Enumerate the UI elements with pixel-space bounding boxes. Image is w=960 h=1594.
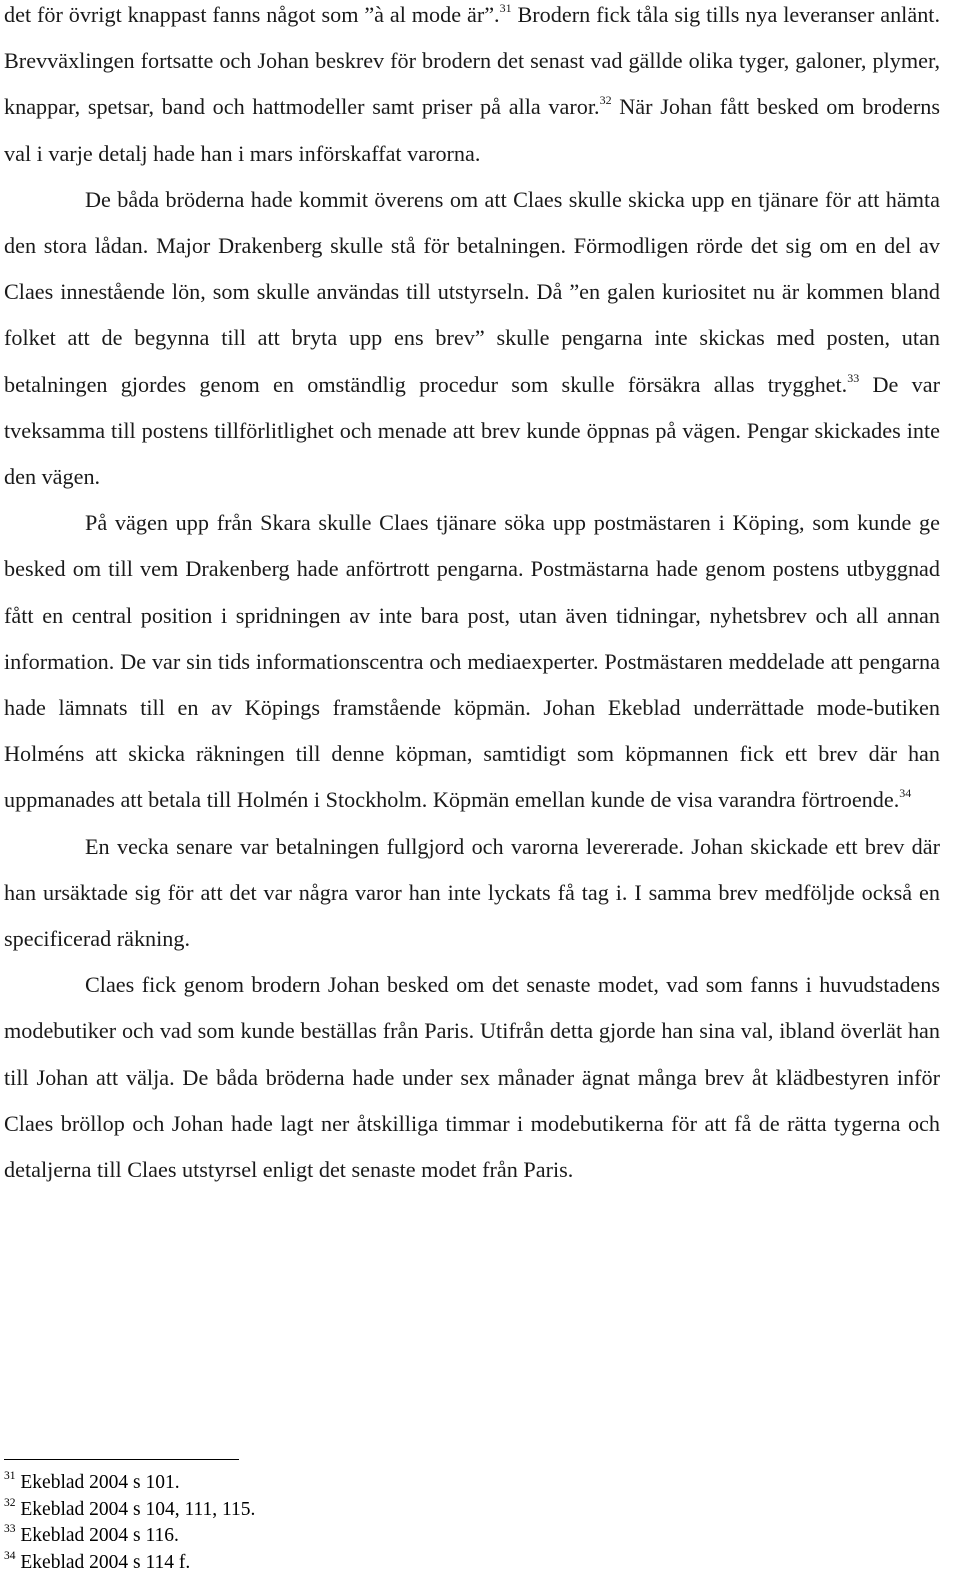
footnote	[4, 1550, 940, 1577]
footnote-reference[interactable]: 33	[847, 370, 860, 385]
footnote-reference[interactable]: 32	[599, 93, 612, 108]
footnote-separator	[4, 1459, 239, 1460]
paragraph	[4, 500, 940, 823]
footnote-number: 31	[4, 1470, 16, 1482]
footnote	[4, 1470, 940, 1497]
document-page	[4, 0, 940, 1573]
footnote-number: 32	[4, 1496, 16, 1509]
paragraph	[4, 177, 940, 500]
footnote	[4, 1523, 940, 1550]
footnote-reference[interactable]: 34	[899, 786, 912, 801]
paragraph-text: De båda bröderna hade kommit överens om att Claes skulle skicka upp en tjänare för att hämta den stora lådan. Major Drakenberg skulle stå för betalningen. Förmodligen rörde det sig om en del av Claes innestående lön, som skulle användas till utstyrseln. Då ”en galen kuriositet nu är kommen bland folket att de begynna till att bryta upp ens brev” skulle pengarna inte skickas med posten, utan betalningen gjordes genom en omständlig procedur som skulle försäkra allas trygghet.	[4, 186, 940, 397]
footnote-text: Ekeblad 2004 s 104, 111, 115.	[20, 1498, 256, 1520]
body-text	[4, 0, 940, 1193]
paragraph	[4, 0, 940, 177]
paragraph-text: På vägen upp från Skara skulle Claes tjänare söka upp postmästaren i Köping, som kunde ge besked om till vem Drakenberg hade anförtrott pengarna. Postmästarna hade genom postens utbyggnad fått en central position i spridningen av inte bara post, utan även tidningar, nyhetsbrev och all annan information. De var sin tids informationscentra och mediaexperter. Postmästaren meddelade att pengarna hade lämnats till en av Köpings framstående köpmän. Johan Ekeblad underrättade mode-butiken Holméns att skicka räkningen till denne köpman, samtidigt som köpmannen fick ett brev där han uppmanades att betala till Holmén i Stockholm. Köpmän emellan kunde de visa varandra förtroende.	[4, 510, 940, 813]
footnote-text: Ekeblad 2004 s 114 f.	[20, 1551, 191, 1573]
paragraph-text: Claes fick genom brodern Johan besked om det senaste modet, vad som fanns i huvudstadens modebutiker och vad som kunde beställas från Paris. Utifrån detta gjorde han sina val, ibland överlät han till Johan att välja. De båda bröderna hade under sex månader ägnat många brev åt klädbestyren inför Claes bröllop och Johan hade lagt ner åtskilliga timmar i modebutikerna för att få de rätta tygerna och detaljerna till Claes utstyrsel enligt det senaste modet från Paris.	[4, 972, 940, 1183]
footnotes	[4, 1470, 940, 1576]
paragraph	[4, 962, 940, 1193]
footnote-number: 33	[4, 1523, 16, 1535]
paragraph-text: det för övrigt knappast fanns något som ”à al mode är”.	[4, 2, 500, 27]
paragraph-text: När Johan fått besked om broderns val i varje detalj hade han i mars införskaffat varorna.	[4, 94, 940, 166]
footnote	[4, 1497, 940, 1524]
paragraph-text: Brodern fick tåla sig tills nya leveranser anlänt. Brevväxlingen fortsatte och Johan beskrev för brodern det senast vad gällde olika tyger, galoner, plymer, knappar, spetsar, band och hattmodeller samt priser på alla varor.	[4, 2, 940, 120]
footnote-reference[interactable]: 31	[499, 1, 512, 15]
paragraph-text: En vecka senare var betalningen fullgjord och varorna levererade. Johan skickade ett brev där han ursäktade sig för att det var några varor han inte lyckats få tag i. I samma brev medföljde också en specificerad räkning.	[4, 833, 940, 952]
paragraph	[4, 824, 940, 963]
paragraph-text: De var tveksamma till postens tillförlitlighet och menade att brev kunde öppnas på vägen. Pengar skickades inte den vägen.	[4, 371, 940, 490]
footnote-number: 34	[4, 1549, 16, 1562]
footnote-text: Ekeblad 2004 s 101.	[20, 1472, 180, 1493]
footnote-text: Ekeblad 2004 s 116.	[20, 1525, 179, 1546]
